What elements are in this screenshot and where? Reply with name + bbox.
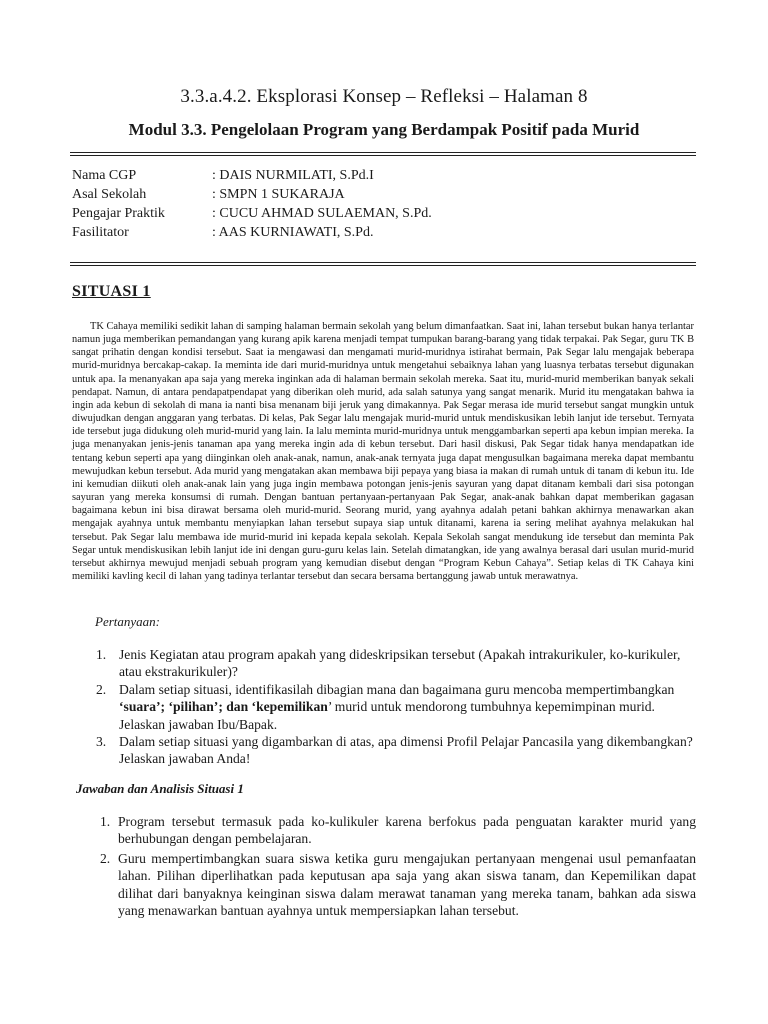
info-value: : CUCU AHMAD SULAEMAN, S.Pd.	[212, 206, 432, 221]
info-label: Asal Sekolah	[72, 187, 147, 202]
questions-list	[96, 646, 694, 768]
info-label: Nama CGP	[72, 168, 137, 183]
info-label: Fasilitator	[72, 225, 129, 240]
item-number: 1.	[100, 814, 111, 829]
list-item	[96, 681, 694, 733]
info-row-nama	[72, 168, 692, 187]
item-text: ’ murid untuk mendorong tumbuhnya kepemimpinan murid. Jelaskan jawaban Ibu/Bapak.	[119, 699, 655, 732]
info-divider	[70, 262, 696, 266]
item-text: Program tersebut termasuk pada ko-kulikuler karena berfokus pada penguatan karakter murid yang berhubungan dengan pembelajaran.	[118, 814, 696, 847]
item-text: Guru mempertimbangkan suara siswa ketika guru mengajukan pertanyaan mengenai usul pemanfaatan lahan. Pilihan diperlihatkan pada keputusan apa saja yang akan siswa tanam, dan Kepemilikan dapat dilihat dari banyaknya keinginan siswa dalam merawat tanaman yang mereka tanam, bahkan ada siswa yang menawarkan bantuan ayahnya untuk mempersiapkan lahan tersebut.	[118, 850, 696, 919]
item-number: 3.	[96, 734, 107, 750]
info-value: : SMPN 1 SUKARAJA	[212, 187, 345, 202]
item-text: Dalam setiap situasi, identifikasilah dibagian mana dan bagaimana guru mencoba mempertimbangkan	[119, 681, 675, 697]
item-text: Dalam setiap situasi yang digambarkan di atas, apa dimensi Profil Pelajar Pancasila yang dikembangkan? Jelaskan jawaban Anda!	[119, 734, 693, 767]
page-title: 3.3.a.4.2. Eksplorasi Konsep – Refleksi – Halaman 8	[180, 86, 588, 107]
info-row-pengajar	[72, 206, 692, 225]
list-item	[96, 646, 694, 681]
item-number: 1.	[96, 647, 107, 662]
story-paragraph: TK Cahaya memiliki sedikit lahan di samping halaman bermain sekolah yang belum dimanfaatkan. Saat ini, lahan tersebut bukan hanya terlantar namun juga memberikan pemandangan yang kurang apik karena menjadi tempat tumpukan barang-barang yang tidak terpakai. Pak Segar, guru TK B sangat prihatin dengan kondisi tersebut. Saat ia mengawasi dan mengamati murid-muridnya istirahat bermain, Pak Segar lalu mengajak beberapa murid-muridnya bercakap-cakap. Ia meminta ide dari murid-muridnya untuk mengetahui sebaiknya lahan yang luasnya terbatas tersebut digunakan untuk apa. Ia menanyakan apa saja yang mereka inginkan ada di halaman bermain sekolah mereka. Saat itu, murid-murid memberikan banyak sekali pendapat. Namun, di antara pendapatpendapat yang diberikan oleh murid, ada salah satunya yang sangat menarik. Murid itu mengatakan bahwa ia ingin ada kebun di sekolah di mana ia nanti bisa menanam biji jeruk yang dimakannya. Pak Segar merasa ide murid tersebut sangat mungkin untuk diwujudkan dengan anggaran yang terbatas. Di kelas, Pak Segar lalu mengajak murid-murid untuk mendiskusikan lebih lanjut ide tersebut. Ternyata ide tersebut juga didukung oleh murid-murid yang lain. Ia lalu meminta murid-muridnya untuk menggambarkan seperti apa kebun impian mereka. Ia juga menanyakan jenis-jenis tanaman apa yang mereka ingin ada di kebun tersebut. Dari hasil diskusi, Pak Segar tidak hanya mendapatkan ide tentang kebun seperti apa yang diinginkan oleh anak-anak, namun, anak-anak ternyata juga dapat mengusulkan bagaimana mereka dapat membantu mewujudkan kebun tersebut. Ada murid yang mengatakan akan membawa biji pepaya yang biasa ia makan di rumah untuk di tanam di kebun itu. Ide ini kemudian diikuti oleh anak-anak lain yang juga ingin membawa potongan jenis-jenis sayuran yang dapat ditanam kembali dari sisa potongan sayuran yang mereka konsumsi di rumah. Dengan bantuan pertanyaan-pertanyaan Pak Segar, anak-anak bahkan dapat memberikan gagasan bagaimana kebun ini bisa dirawat bersama oleh murid-murid. Seorang murid, yang ayahnya adalah petani bahkan akhirnya menawarkan akan mengajak ayahnya untuk membantu menyiapkan lahan tersebut supaya siap untuk ditanami, karena ia sering melihat ayahnya melakukan hal tersebut. Pak Segar lalu membawa ide murid-murid ini kepada kepala sekolah. Kepala Sekolah sangat mendukung ide tersebut dan meminta Pak Segar untuk mendiskusikan lebih lanjut ide ini dengan guru-guru kelas lain. Setelah dimatangkan, ide yang awalnya berasal dari usulan murid-murid tersebut akhirnya mewujud menjadi sebuah program yang kemudian disebut dengan “Program Kebun Cahaya”. Setiap kelas di TK Cahaya kini memiliki kavling kecil di lahan yang tadinya terlantar tersebut dan secara bersama bertanggung jawab untuk merawatnya.	[72, 321, 694, 582]
questions-heading: Pertanyaan:	[95, 614, 160, 629]
item-emphasis: ‘suara’; ‘pilihan’; dan ‘kepemilikan	[119, 699, 328, 715]
answers-heading: Jawaban dan Analisis Situasi 1	[76, 781, 244, 796]
module-subtitle: Modul 3.3. Pengelolaan Program yang Berdampak Positif pada Murid	[128, 120, 640, 139]
info-row-sekolah	[72, 187, 692, 206]
list-item	[96, 733, 694, 768]
situation-heading: SITUASI 1	[72, 283, 151, 300]
identity-table	[72, 168, 692, 244]
header-divider	[70, 152, 696, 156]
item-number: 2.	[100, 850, 111, 866]
info-label: Pengajar Praktik	[72, 206, 165, 221]
list-item	[100, 813, 696, 848]
item-text: Jenis Kegiatan atau program apakah yang dideskripsikan tersebut (Apakah intrakurikuler, ko-kurikuler, atau ekstrakurikuler)?	[119, 647, 681, 680]
answers-list	[100, 813, 696, 921]
info-row-fasilitator	[72, 225, 692, 244]
item-number: 2.	[96, 681, 107, 697]
info-value: : DAIS NURMILATI, S.Pd.I	[212, 168, 374, 183]
info-value: : AAS KURNIAWATI, S.Pd.	[212, 225, 374, 240]
list-item	[100, 850, 696, 920]
situation-story	[72, 320, 694, 583]
